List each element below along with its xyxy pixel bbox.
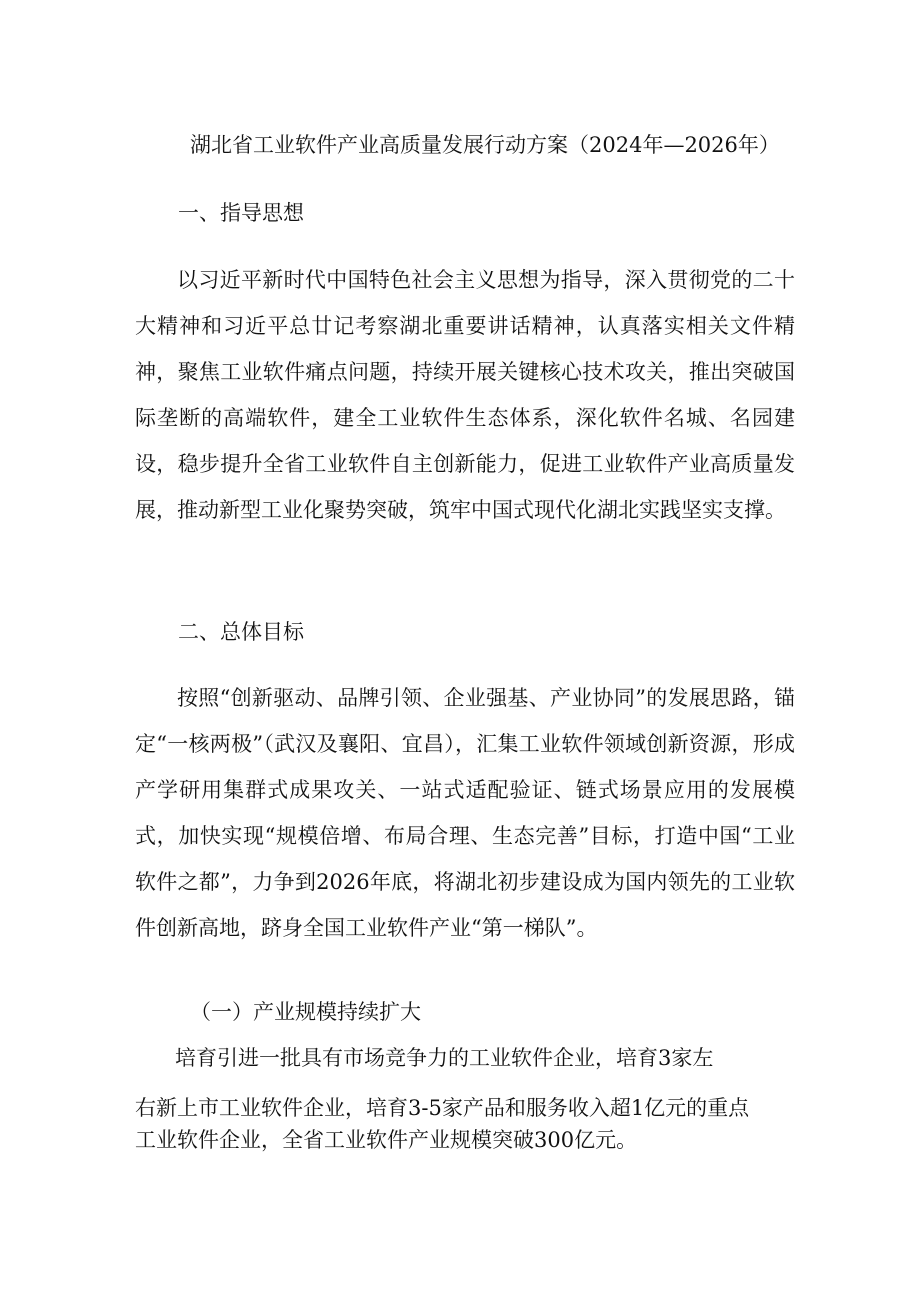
section-heading-guiding-ideology: 一、指导思想 (178, 201, 304, 225)
subsection-body-line-1: 培育引进一批具有市场竞争力的工业软件企业，培育3家左 (175, 1046, 714, 1070)
subsection-heading-industry-scale: （一）产业规模持续扩大 (190, 1000, 421, 1024)
section-body-guiding-ideology: 以习近平新时代中国特色社会主义思想为指导，深入贯彻党的二十大精神和习近平总廿记考察湖北重要讲话精神，认真落实相关文件精神，聚焦工业软件痛点问题，持续开展关键核心技术攻关，推出突破国际垄断的高端软件，建全工业软件生态体系，深化软件名城、名园建设，稳步提升全省工业软件自主创新能力，促进工业软件产业高质量发展，推动新型工业化聚势突破，筑牢中国式现代化湖北实践坚实支撑。 (135, 268, 795, 522)
document-title: 湖北省工业软件产业高质量发展行动方案（2024年—2026年） (190, 133, 780, 157)
subsection-body-line-2: 右新上市工业软件企业，培育3-5家产品和服务收入超1亿元的重点 (135, 1096, 750, 1120)
subsection-body-line-3: 工业软件企业，全省工业软件产业规模突破300亿元。 (135, 1128, 638, 1152)
section-body-overall-goal: 按照“创新驱动、品牌引领、企业强基、产业协同”的发展思路，锚定“一核两极”（武汉及襄阳、宜昌），汇集工业软件领域创新资源，形成产学研用集群式成果攻关、一站式适配验证、链式场景应用的发展模式，加快实现“规模倍增、布局合理、生态完善”目标，打造中国“工业软件之都”，力争到2026年底，将湖北初步建设成为国内领先的工业软件创新高地，跻身全国工业软件产业“第一梯队”。 (135, 686, 795, 940)
section-heading-overall-goal: 二、总体目标 (178, 620, 304, 644)
